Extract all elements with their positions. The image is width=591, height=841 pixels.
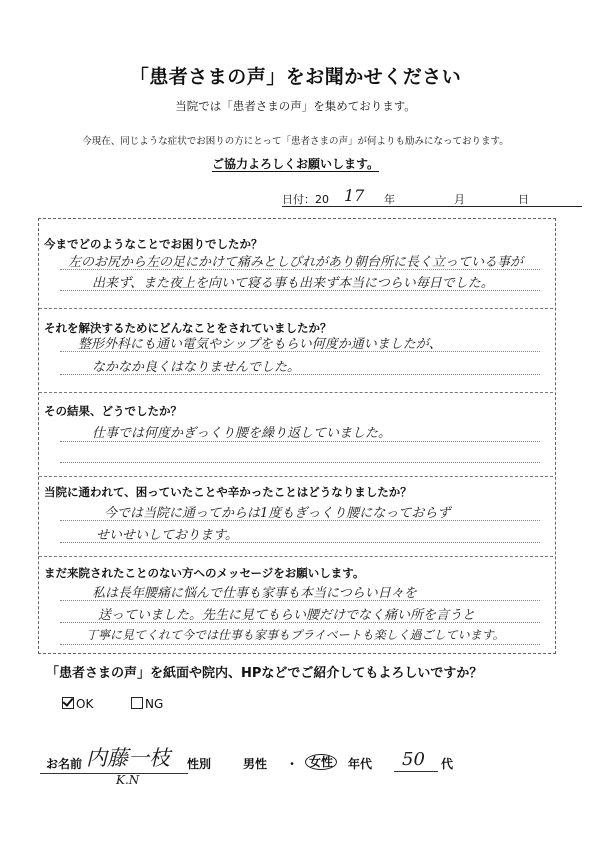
answer-2-line-2: なかなか良くはなりませんでした。 [92,360,301,375]
intro-line: 当院では「患者さまの声」を集めております。 [175,99,416,113]
ruled-line [60,351,540,352]
ruled-line [60,441,540,442]
date-label: 日付：20 [282,193,329,206]
age-underline [394,771,438,772]
answer-5-line-2: 送っていました。先生に見てもらい腰だけでなく痛い所を言うと [98,608,476,623]
ruled-line [60,644,540,645]
answer-1-line-1: 左のお尻から左の足にかけて痛みとしびれがあり朝台所に長く立っている事が [68,255,524,270]
ng-checkbox[interactable] [131,697,143,709]
answer-5-line-1: 私は長年腰痛に悩んで仕事も家事も本当につらい日々を [92,586,417,601]
question-2: それを解決するためにどんなことをされていましたか？ [44,321,332,335]
gender-separator: ・ [286,757,299,771]
section-divider [39,308,553,309]
request-text: ご協力よろしくお願いします。 [211,157,380,171]
date-year-label: 年 [384,193,395,206]
date-month-label: 月 [454,193,465,206]
consent-ng-option[interactable] [131,697,163,711]
ng-label: NG [145,697,164,711]
ruled-line [60,600,540,601]
answer-3-line-1: 仕事では何度かぎっくり腰を繰り返していました。 [92,426,392,441]
question-1: 今までどのようなことでお困りでしたか？ [44,237,263,251]
answer-4-line-1: 今では当院に通ってからは1度もぎっくり腰になっておらず [104,506,451,521]
page-title: 「患者さまの声」をお聞かせください [129,66,462,88]
consent-question: 「患者さまの声」を紙面や院内、HPなどでご紹介してもよろしいですか？ [46,666,483,681]
answer-4-line-2: せいせいしております。 [96,528,238,543]
age-value: 50 [402,749,425,770]
gender-female: 女性 [305,754,337,770]
question-4: 当院に通われて、困っていたことや辛かったことはどうなりましたか？ [44,485,412,499]
date-day-label: 日 [518,193,529,206]
ruled-line [60,542,540,543]
answer-2-line-1: 整形外科にも通い電気やシップをもらい何度か通いましたが、 [78,337,442,352]
section-divider [39,476,553,477]
ruled-line [60,374,540,375]
intro-detail: 今現在、同じような症状でお困りの方にとって「患者さまの声」が何よりも励みになっております。 [82,136,509,147]
question-3: その結果、どうでしたか？ [44,404,182,418]
answer-5-line-3: 丁寧に見てくれて今では仕事も家事もプライベートも楽しく過ごしています。 [86,628,505,642]
name-underline [40,773,188,774]
request-line [0,155,591,172]
name-initials: K.N [116,773,140,787]
age-label: 年代 [348,757,373,771]
gender-female-circled [305,753,337,770]
gender-label: 性別 [187,757,212,771]
ruled-line [60,290,540,291]
age-unit: 代 [441,757,454,771]
section-divider [39,392,553,393]
date-underline [282,206,582,207]
name-value: 内藤一枝 [86,746,170,770]
ruled-line [60,520,540,521]
ruled-line [60,269,540,270]
answer-1-line-2: 出来ず、また夜上を向いて寝る事も出来ず本当につらい毎日でした。 [92,276,494,291]
consent-ok-option[interactable] [62,697,93,711]
question-5: まだ来院されたことのない方へのメッセージをお願いします。 [44,566,365,580]
ok-checkbox[interactable] [62,697,74,709]
name-label: お名前 [46,757,83,771]
ok-label: OK [76,697,94,711]
ruled-line [60,462,540,463]
gender-male: 男性 [243,757,268,771]
ruled-line [60,622,540,623]
section-divider [39,556,553,557]
date-year-handwritten: 17 [344,186,365,205]
